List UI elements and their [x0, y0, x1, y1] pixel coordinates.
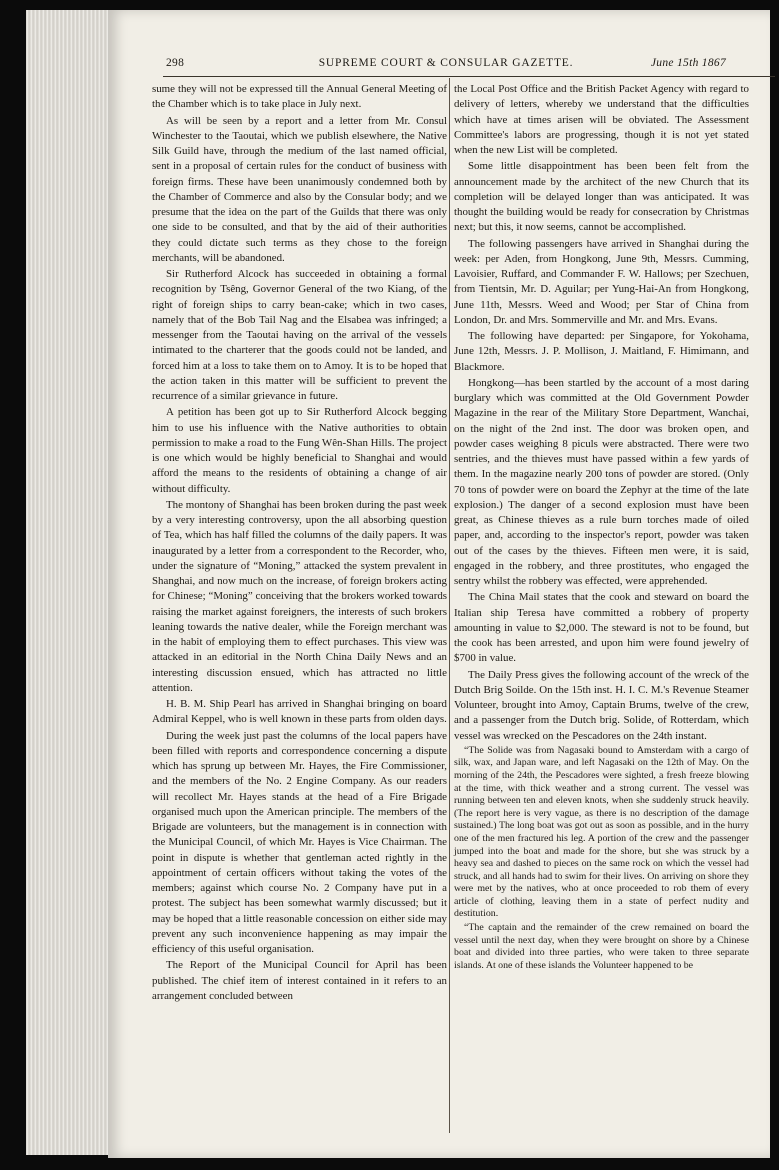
paragraph: The Daily Press gives the following account of the wreck of the Dutch Brig Soilde. On the 15th inst. H. I. C. M.'s Revenue Steamer Volunteer, brought into Amoy, Captain Brums, twelve of the crew, and a passenger from the Dutch brig. Solide, of Rotterdam, which vessel was wrecked on the Pescadores on the 24th instant.	[454, 668, 749, 742]
paragraph: During the week just past the columns of the local papers have been filled with reports and correspondence concerning a dispute which has sprung up between Mr. Hayes, the Fire Commissioner, and the members of the No. 2 Engine Company. As our readers will recollect Mr. Hayes stands at the head of a Fire Brigade organised much upon the American principle. The members of the Brigade are volunteers, but the management is in connection with the Municipal Council, of which Mr. Hayes is Vice Chairman. The point in dispute is whether that gentleman acted rightly in the appointment of certain officers without taking the votes of the members; against which course No. 2 Company have put in a protest. The subject has been somewhat warmly discussed; but it may be hoped that a little reasonable concession on either side may prevent any such inconvenience happening as may impair the efficiency of this useful organisation.	[152, 729, 447, 955]
left-column	[152, 82, 447, 1005]
paragraph: The following have departed: per Singapore, for Yokohama, June 12th, Messrs. J. P. Mollison, J. Maitland, F. Himimann, and Blackmore.	[454, 330, 749, 373]
paragraph: Hongkong—has been startled by the account of a most daring burglary which was committed at the Old Government Powder Magazine in the rear of the Military Store Department, Wanchai, on the night of the 2nd inst. The door was broken open, and powder cases weighing 8 piculs were abstracted. There were two sentries, and the thieves must have passed within a few yards of them. In the magazine nearly 200 tons of powder are stored. (Only 70 tons of powder were on board the Zephyr at the time of the late explosion.) The danger of a second explosion must have been great, as Chinese thieves as a rule burn torches made of oiled paper, and, according to the inspector's report, powder was taken out of the cases by the thieves. Fifteen men were, it is said, engaged in the robbery, and three prostitutes, who engaged the sentry whilst the robbery was effected, were apprehended.	[454, 376, 749, 587]
paragraph: sume they will not be expressed till the Annual General Meeting of the Chamber which is to take place in July next.	[152, 83, 447, 111]
gazette-page	[108, 10, 770, 1158]
paragraph: The montony of Shanghai has been broken during the past week by a very interesting controversy, upon the all absorbing question of Tea, which has half filled the columns of the daily papers. It was inaugurated by a letter from a correspondent to the Recorder, who, under the signature of “Moning,” attacked the system prevalent in Shanghai, and now much on the increase, of foreign brokers acting for Chinese; “Moning” conceiving that the brokers worked towards raising the market against foreigners, the interests of such brokers leaning towards the native dealer, while the Foreign merchant was in the habit of employing them to effect purchases. This view was attacked in an editorial in the North China Daily News and an interesting discussion ensued, which has attracted no little attention.	[152, 498, 447, 694]
paragraph: As will be seen by a report and a letter from Mr. Consul Winchester to the Taoutai, which we publish elsewhere, the Native Silk Guild have, through the medium of the last named official, sent in a proposal of certain rules for the conduct of business with foreign firms. These have been unanimously condemned both by the Chamber of Commerce and also by the Consular body; and we presume that the idea on the part of the Guilds that there was only one side to be consulted, and that by the aid of their authorities they could dictate such terms as they chose to the foreign merchants, will be abandoned.	[152, 114, 447, 264]
paragraph: H. B. M. Ship Pearl has arrived in Shanghai bringing on board Admiral Keppel, who is well known in these parts from olden days.	[152, 698, 447, 726]
publication-title: SUPREME COURT & CONSULAR GAZETTE.	[318, 57, 574, 69]
paragraph: Sir Rutherford Alcock has succeeded in obtaining a formal recognition by Tsêng, Governor General of the two Kiang, of the right of foreign ships to carry bean-cake; which in two cases, namely that of the Bob Tail Nag and the Elsabea was infringed; a messenger from the Taoutai having on the arrival of the vessels intimated to the charterer that the goods could not be landed, and forced him at a loss to take them on to Amoy. It is to be hoped that the action taken in this matter will be sufficient to prevent the recurrence of a similar grievance in future.	[152, 268, 447, 402]
paragraph: Some little disappointment has been been felt from the announcement made by the architect of the new Church that its completion will be delayed longer than was anticipated. It was thought the building would be ready for consecration by Christmas next; but this, it now seems, cannot be accomplished.	[454, 160, 749, 234]
page-number: 298	[166, 57, 185, 69]
paragraph: the Local Post Office and the British Packet Agency with regard to delivery of letters, whereby we understand that the difficulties which have at times arisen will be obviated. The Assessment Committee's labors are progressing, though it is not yet stated when the new List will be completed.	[454, 83, 749, 156]
right-column	[454, 82, 749, 973]
running-header	[166, 57, 726, 73]
column-divider	[449, 78, 450, 1133]
paragraph: The Report of the Municipal Council for April has been published. The chief item of interest contained in it refers to an arrangement concluded between	[152, 959, 447, 1002]
issue-date: June 15th 1867	[650, 57, 726, 69]
paragraph: The China Mail states that the cook and steward on board the Italian ship Teresa have committed a robbery of property amounting in value to $2,000. The steward is not to be found, but the cook has been arrested, and upon him were found jewelry of $700 in value.	[454, 591, 749, 665]
quoted-paragraph: “The captain and the remainder of the crew remained on board the vessel until the next day, when they were brought on shore by a Chinese boat and divided into three parties, who were taken to three separate islands. At one of these islands the Volunteer happened to be	[454, 922, 749, 971]
quoted-paragraph: “The Solide was from Nagasaki bound to Amsterdam with a cargo of silk, wax, and Japan ware, and left Nagasaki on the 12th of May. On the morning of the 24th, the Pescadores were sighted, a fresh freeze blowing at the time, with thick weather and a strong current. The vessel was running between ten and eleven knots, when she suddenly struck heavily. (The report here is very vague, as there is no description of the damage sustained.) The long boat was got out as soon as possible, and in the hurry one of the men fractured his leg. A portion of the crew and the passenger jumped into the boat and made for the shore, but she was struck by a heavy sea and dashed to pieces on the same rock on which the vessel had struck, and all hands had to swim for their lives. On arriving on shore they were met by the natives, who at once proceeded to rob them of every article of clothing, leaving them in a state of perfect nudity and destitution.	[454, 744, 749, 920]
paragraph: A petition has been got up to Sir Rutherford Alcock begging him to use his influence with the Native authorities to obtain permission to make a road to the Fung Wên-Shan Hills. The project is one which would be highly beneficial to Shanghai and would afford the means to the residents of obtaining a change of air without difficulty.	[152, 406, 447, 495]
header-rule	[163, 76, 775, 77]
paragraph: The following passengers have arrived in Shanghai during the week: per Aden, from Hongkong, June 9th, Messrs. Cumming, Lavoisier, Ruffard, and Commander F. W. Hallows; per Szechuen, from Tientsin, Mr. D. Aguilar; per Yung-Hai-An from Hongkong, June 11th, Messrs. Weed and Wood; per Star of China from London, Dr. and Mrs. Sommerville and Mr. and Mrs. Evans.	[454, 237, 749, 326]
